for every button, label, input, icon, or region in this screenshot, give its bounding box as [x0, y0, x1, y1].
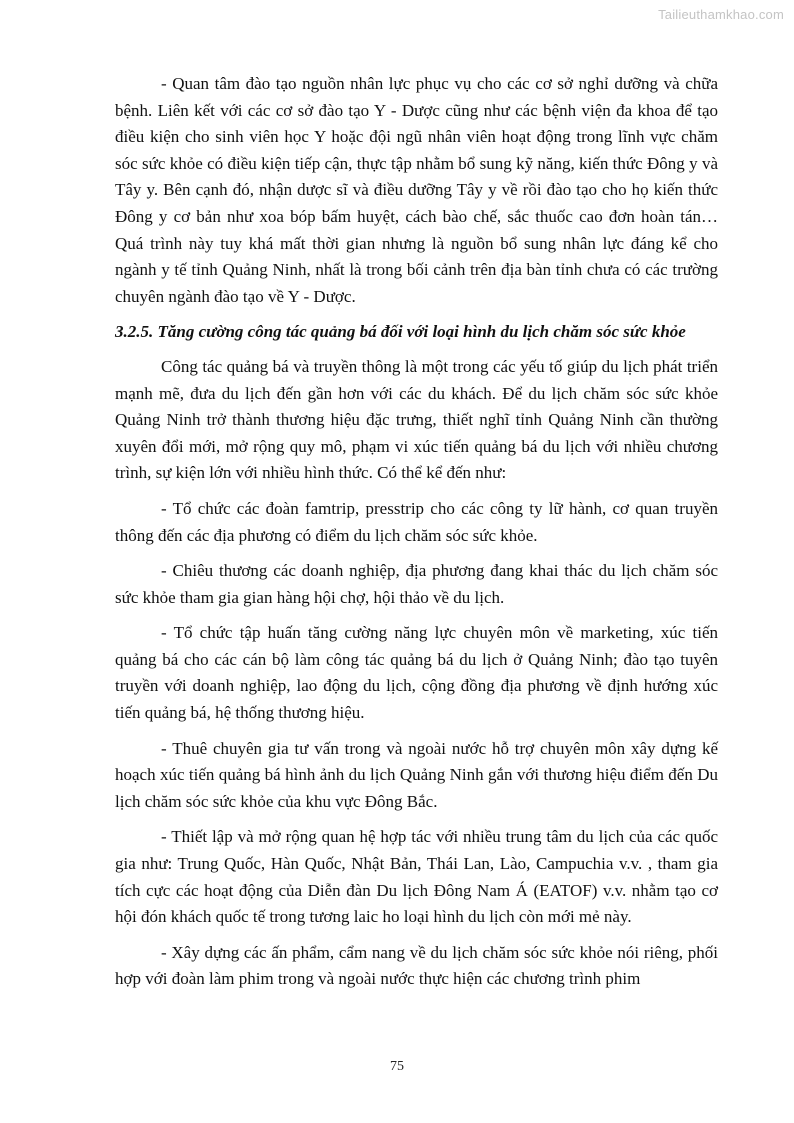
page-number: 75	[390, 1059, 404, 1074]
watermark-text: Tailieuthamkhao.com	[658, 7, 784, 22]
paragraph-international-cooperation: - Thiết lập và mở rộng quan hệ hợp tác với nhiều trung tâm du lịch của các quốc gia như: Trung Quốc, Hàn Quốc, Nhật Bản, Thái Lan, Lào, Campuchia v.v. , tham gia tích cực các hoạt động của Diễn đàn Du lịch Đông Nam Á (EATOF) v.v. nhằm tạo cơ hội đón khách quốc tế trong tương laic ho loại hình du lịch còn mới mẻ này.	[115, 827, 718, 927]
paragraph-publications: - Xây dựng các ấn phẩm, cẩm nang về du lịch chăm sóc sức khỏe nói riêng, phối hợp với đoàn làm phim trong và ngoài nước thực hiện các chương trình phim	[115, 942, 718, 989]
paragraph-training: - Quan tâm đào tạo nguồn nhân lực phục vụ cho các cơ sở nghỉ dưỡng và chữa bệnh. Liên kết với các cơ sở đào tạo Y - Dược cũng như các bệnh viện đa khoa để tạo điều kiện cho sinh viên học Y hoặc đội ngũ nhân viên hoạt động trong lĩnh vực chăm sóc sức khỏe có điều kiện tiếp cận, thực tập nhằm bổ sung kỹ năng, kiến thức Đông y và Tây y. Bên cạnh đó, nhận dược sĩ và điều dưỡng Tây y về rồi đào tạo cho họ kiến thức Đông y cơ bản như xoa bóp bấm huyệt, cách bào chế, sắc thuốc cao đơn hoàn tán… Quá trình này tuy khá mất thời gian nhưng là nguồn bổ sung nhân lực đáng kể cho ngành y tế tỉnh Quảng Ninh, nhất là trong bối cảnh trên địa bàn tỉnh chưa có các trường chuyên ngành đào tạo về Y - Dược.	[115, 74, 718, 306]
document-body	[115, 71, 718, 1002]
paragraph-famtrip: - Tổ chức các đoàn famtrip, presstrip cho các công ty lữ hành, cơ quan truyền thông đến các địa phương có điểm du lịch chăm sóc sức khỏe.	[115, 498, 718, 545]
paragraph-intro: Công tác quảng bá và truyền thông là một trong các yếu tố giúp du lịch phát triển mạnh mẽ, đưa du lịch đến gần hơn với các du khách. Để du lịch chăm sóc sức khỏe Quảng Ninh trở thành thương hiệu đặc trưng, thiết nghĩ tỉnh Quảng Ninh cần thường xuyên đổi mới, mở rộng quy mô, phạm vi xúc tiến quảng bá du lịch với nhiều chương trình, sự kiện lớn với nhiều hình thức. Có thể kể đến như:	[115, 356, 718, 483]
section-heading: 3.2.5. Tăng cường công tác quảng bá đối với loại hình du lịch chăm sóc sức khỏe	[115, 322, 686, 342]
paragraph-consultants: - Thuê chuyên gia tư vấn trong và ngoài nước hỗ trợ chuyên môn xây dựng kế hoạch xúc tiến quảng bá hình ảnh du lịch Quảng Ninh gắn với thương hiệu điểm đến Du lịch chăm sóc sức khỏe của khu vực Đông Bắc.	[115, 738, 718, 811]
paragraph-marketing-training: - Tổ chức tập huấn tăng cường năng lực chuyên môn về marketing, xúc tiến quảng bá cho các cán bộ làm công tác quảng bá du lịch ở Quảng Ninh; đào tạo tuyên truyền với doanh nghiệp, lao động du lịch, cộng đồng địa phương về định hướng xúc tiến quảng bá, hệ thống thương hiệu.	[115, 623, 718, 723]
paragraph-trade-fair: - Chiêu thương các doanh nghiệp, địa phương đang khai thác du lịch chăm sóc sức khỏe tham gia gian hàng hội chợ, hội thảo về du lịch.	[115, 561, 718, 607]
